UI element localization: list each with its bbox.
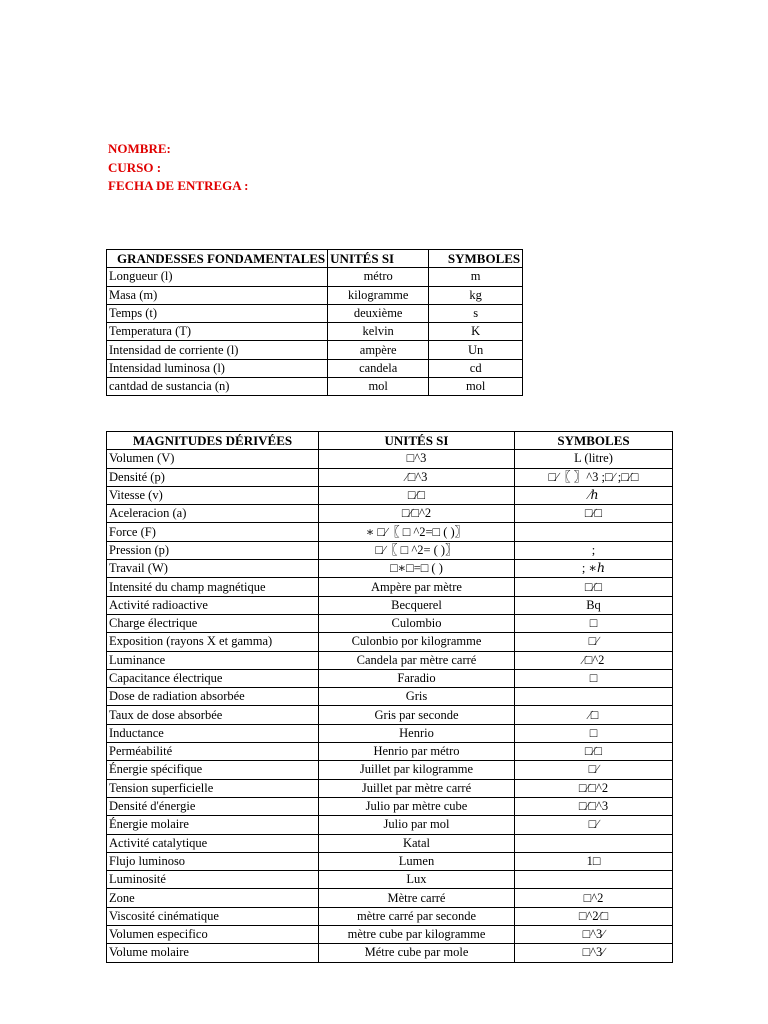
quantity-cell: Viscosité cinématique	[107, 907, 319, 925]
symbol-cell: □∕〖 〗^3 ;□∕ ;□∕□	[515, 468, 673, 486]
table-row	[107, 797, 673, 815]
symbol-cell: K	[429, 323, 523, 341]
quantity-cell: Activité radioactive	[107, 596, 319, 614]
table-row	[107, 450, 673, 468]
unit-cell: mètre cube par kilogramme	[319, 926, 515, 944]
symbol-cell: □^3∕	[515, 944, 673, 962]
unit-cell: Métre cube par mole	[319, 944, 515, 962]
unit-cell: Culonbio por kilogramme	[319, 633, 515, 651]
quantity-cell: Force (F)	[107, 523, 319, 541]
unit-cell: □∗□=□ ( )	[319, 560, 515, 578]
column-header: UNITÉS SI	[319, 432, 515, 450]
quantity-cell: cantdad de sustancia (n)	[107, 378, 328, 396]
symbol-cell: □^2∕□	[515, 907, 673, 925]
symbol-cell: □∕□	[515, 743, 673, 761]
symbol-cell	[515, 688, 673, 706]
table-row	[107, 578, 673, 596]
name-label: NOMBRE:	[108, 141, 171, 156]
symbol-cell	[515, 871, 673, 889]
symbol-cell: ;	[515, 541, 673, 559]
due-date-label: FECHA DE ENTREGA :	[108, 178, 249, 193]
quantity-cell: Flujo luminoso	[107, 852, 319, 870]
table-row	[107, 614, 673, 632]
symbol-cell: m	[429, 268, 523, 286]
symbol-cell: □	[515, 669, 673, 687]
unit-cell: Candela par mètre carré	[319, 651, 515, 669]
quantity-cell: Luminosité	[107, 871, 319, 889]
quantity-cell: Énergie molaire	[107, 816, 319, 834]
symbol-cell: ; ∗ℎ	[515, 560, 673, 578]
unit-cell: deuxième	[328, 304, 429, 322]
header-block	[108, 140, 249, 196]
table-row	[107, 633, 673, 651]
quantity-cell: Vitesse (v)	[107, 486, 319, 504]
unit-cell: Gris par seconde	[319, 706, 515, 724]
table-row	[107, 359, 523, 377]
column-header: SYMBOLES	[429, 250, 523, 268]
quantity-cell: Densité (p)	[107, 468, 319, 486]
symbol-cell: mol	[429, 378, 523, 396]
unit-cell: Juillet par mètre carré	[319, 779, 515, 797]
unit-cell: ∗ □∕〖 □ ^2=□ ( )〗	[319, 523, 515, 541]
table-row	[107, 761, 673, 779]
table-row	[107, 852, 673, 870]
table-row	[107, 779, 673, 797]
column-header: MAGNITUDES DÉRIVÉES	[107, 432, 319, 450]
unit-cell: Henrio par métro	[319, 743, 515, 761]
table-row	[107, 706, 673, 724]
quantity-cell: Capacitance électrique	[107, 669, 319, 687]
unit-cell: candela	[328, 359, 429, 377]
quantity-cell: Charge électrique	[107, 614, 319, 632]
unit-cell: Faradio	[319, 669, 515, 687]
unit-cell: □^3	[319, 450, 515, 468]
table-row	[107, 907, 673, 925]
table-row	[107, 268, 523, 286]
symbol-cell: □∕□	[515, 578, 673, 596]
table-header-row	[107, 432, 673, 450]
quantity-cell: Intensité du champ magnétique	[107, 578, 319, 596]
quantity-cell: Inductance	[107, 724, 319, 742]
quantity-cell: Taux de dose absorbée	[107, 706, 319, 724]
quantity-cell: Temps (t)	[107, 304, 328, 322]
symbol-cell: kg	[429, 286, 523, 304]
symbol-cell: ∕□	[515, 706, 673, 724]
unit-cell: Becquerel	[319, 596, 515, 614]
quantity-cell: Intensidad luminosa (l)	[107, 359, 328, 377]
symbol-cell: □∕	[515, 633, 673, 651]
table-row	[107, 743, 673, 761]
table-row	[107, 816, 673, 834]
symbol-cell: cd	[429, 359, 523, 377]
unit-cell: kelvin	[328, 323, 429, 341]
table-row	[107, 724, 673, 742]
table-row	[107, 304, 523, 322]
table-row	[107, 871, 673, 889]
unit-cell: métro	[328, 268, 429, 286]
table-row	[107, 486, 673, 504]
column-header: UNITÉS SI	[328, 250, 429, 268]
quantity-cell: Masa (m)	[107, 286, 328, 304]
quantity-cell: Exposition (rayons X et gamma)	[107, 633, 319, 651]
symbol-cell: Un	[429, 341, 523, 359]
table-row	[107, 889, 673, 907]
unit-cell: Lumen	[319, 852, 515, 870]
unit-cell: □∕□^2	[319, 505, 515, 523]
quantity-cell: Volume molaire	[107, 944, 319, 962]
symbol-cell	[515, 834, 673, 852]
table-row	[107, 323, 523, 341]
unit-cell: ∕□^3	[319, 468, 515, 486]
symbol-cell: □∕	[515, 761, 673, 779]
symbol-cell: 1□	[515, 852, 673, 870]
table-row	[107, 523, 673, 541]
quantity-cell: Aceleracion (a)	[107, 505, 319, 523]
symbol-cell: □∕□^3	[515, 797, 673, 815]
unit-cell: ampère	[328, 341, 429, 359]
symbol-cell: ∕□^2	[515, 651, 673, 669]
column-header: GRANDESSES FONDAMENTALES	[107, 250, 328, 268]
table-row	[107, 505, 673, 523]
quantity-cell: Intensidad de corriente (l)	[107, 341, 328, 359]
symbol-cell: □^3∕	[515, 926, 673, 944]
symbol-cell: ∕ℎ	[515, 486, 673, 504]
table-header-row	[107, 250, 523, 268]
quantity-cell: Zone	[107, 889, 319, 907]
unit-cell: mètre carré par seconde	[319, 907, 515, 925]
unit-cell: □∕□	[319, 486, 515, 504]
quantity-cell: Dose de radiation absorbée	[107, 688, 319, 706]
table-row	[107, 468, 673, 486]
quantity-cell: Travail (W)	[107, 560, 319, 578]
unit-cell: Mètre carré	[319, 889, 515, 907]
unit-cell: Ampère par mètre	[319, 578, 515, 596]
unit-cell: Julio par mètre cube	[319, 797, 515, 815]
table-row	[107, 688, 673, 706]
quantity-cell: Volumen (V)	[107, 450, 319, 468]
symbol-cell: □∕□^2	[515, 779, 673, 797]
column-header: SYMBOLES	[515, 432, 673, 450]
quantity-cell: Activité catalytique	[107, 834, 319, 852]
symbol-cell: Bq	[515, 596, 673, 614]
table-row	[107, 944, 673, 962]
unit-cell: □∕〖 □ ^2= ( )〗	[319, 541, 515, 559]
unit-cell: Henrio	[319, 724, 515, 742]
symbol-cell: □∕□	[515, 505, 673, 523]
table-row	[107, 341, 523, 359]
quantity-cell: Perméabilité	[107, 743, 319, 761]
symbol-cell: s	[429, 304, 523, 322]
symbol-cell: □^2	[515, 889, 673, 907]
unit-cell: kilogramme	[328, 286, 429, 304]
quantity-cell: Énergie spécifique	[107, 761, 319, 779]
quantity-cell: Densité d'énergie	[107, 797, 319, 815]
symbol-cell: □∕	[515, 816, 673, 834]
quantity-cell: Temperatura (T)	[107, 323, 328, 341]
quantity-cell: Tension superficielle	[107, 779, 319, 797]
unit-cell: mol	[328, 378, 429, 396]
unit-cell: Katal	[319, 834, 515, 852]
symbol-cell	[515, 523, 673, 541]
table-row	[107, 834, 673, 852]
quantity-cell: Volumen especifico	[107, 926, 319, 944]
unit-cell: Culombio	[319, 614, 515, 632]
quantity-cell: Longueur (l)	[107, 268, 328, 286]
table-row	[107, 596, 673, 614]
table-row	[107, 926, 673, 944]
unit-cell: Julio par mol	[319, 816, 515, 834]
table-row	[107, 560, 673, 578]
course-label: CURSO :	[108, 159, 162, 175]
derived-magnitudes-table	[106, 431, 673, 963]
unit-cell: Lux	[319, 871, 515, 889]
unit-cell: Juillet par kilogramme	[319, 761, 515, 779]
table-row	[107, 286, 523, 304]
table-row	[107, 378, 523, 396]
unit-cell: Gris	[319, 688, 515, 706]
table-row	[107, 651, 673, 669]
fundamental-units-table	[106, 249, 523, 396]
symbol-cell: L (litre)	[515, 450, 673, 468]
table-row	[107, 541, 673, 559]
quantity-cell: Luminance	[107, 651, 319, 669]
symbol-cell: □	[515, 614, 673, 632]
table-row	[107, 669, 673, 687]
quantity-cell: Pression (p)	[107, 541, 319, 559]
symbol-cell: □	[515, 724, 673, 742]
